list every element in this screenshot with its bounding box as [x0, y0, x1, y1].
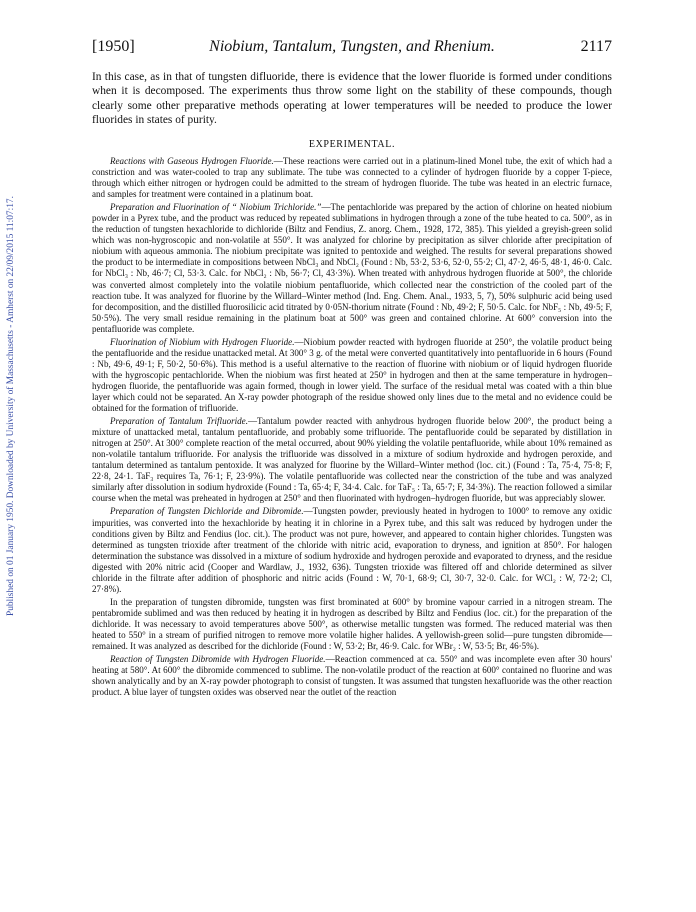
paragraph-niobium-fluorination	[92, 337, 612, 414]
paragraph-tungsten-dichloride	[92, 506, 612, 594]
paragraph-text: —These reactions were carried out in a platinum-lined Monel tube, the exit of which had a constriction and was water-cooled to trap any sublimate. The tube was connected to a cylinder of hydrogen fluoride by a copper T-piece, through which either nitrogen or hydrogen could be admitted to the stream of hydrogen fluoride. The tube was heated in an electric furnace, and samples for treatment were contained in a platinum boat.	[92, 156, 612, 200]
paragraph-tungsten-dibromide	[92, 597, 612, 652]
paragraph-title: Preparation and Fluorination of “ Niobium Trichloride.”	[110, 202, 322, 213]
paragraph-hf-reactions	[92, 156, 612, 200]
paragraph-dibromide-reaction	[92, 654, 612, 698]
page-number: 2117	[580, 38, 612, 55]
paragraph-text: —Tungsten powder, previously heated in hydrogen to 1000° to remove any oxidic impurities, was converted into the hexachloride by heating it in chlorine in a Pyrex tube, and this salt was reduced by hydrogen under the conditions given by Biltz and Fendius (loc. cit.). The product was not pure, however, and appeared to contain higher chlorides. Tungsten was determined as tungsten trioxide after treatment of the chloride with nitric acid, evaporation to dryness, and ignition at 850°. For halogen determination the substance was dissolved in a mixture of sodium hydroxide and hydrogen peroxide and evaporated to dryness, and the residue digested with 20% nitric acid (Cooper and Wardlaw, J., 1932, 636). Tungsten trioxide was filtered off and chloride determined as silver chloride in the filtrate after addition of phosphoric and nitric acids (Found : W, 70·1, 68·9; Cl, 30·7, 32·0. Calc. for WCl₂ : W, 72·2; Cl, 27·8%).	[92, 506, 613, 594]
paragraph-text: —Tantalum powder reacted with anhydrous hydrogen fluoride below 200°, the product being a mixture of unattacked metal, tantalum pentafluoride, and probably some trifluoride. The pentafluoride could be separated by distillation in nitrogen at 250°. At 300° complete reaction of the metal occurred, about 90% yielding the volatile pentafluoride, while about 10% remained as non-volatile tantalum trifluoride. For analysis the trifluoride was dissolved in a mixture of sodium hydroxide and hydrogen peroxide, and tantalum determined as tantalum pentoxide. It was analyzed for fluorine by the Willard–Winter method (loc. cit.) (Found : Ta, 75·4, 75·8; F, 22·8, 24·1. TaF₃ requires Ta, 76·1; F, 23·9%). The volatile pentafluoride was collected near the constriction of the tube and was analyzed similarly after dissolution in sodium hydroxide (Found : Ta, 65·4; F, 34·4. Calc. for TaF₅ : Ta, 65·7; F, 34·3%). The reaction followed a similar course when the metal was preheated in hydrogen at 250° and then fluorinated with hydrogen–hydrogen fluoride, but was appreciably slower.	[92, 416, 612, 504]
paragraph-tantalum-trifluoride	[92, 416, 612, 504]
paragraph-title: Reactions with Gaseous Hydrogen Fluoride.	[110, 156, 274, 167]
header-year: [1950]	[92, 38, 135, 55]
section-heading: EXPERIMENTAL.	[308, 139, 396, 151]
paper-page	[92, 38, 612, 700]
paragraph-niobium-trichloride	[92, 202, 612, 335]
paragraph-text: —Reaction commenced at ca. 550° and was incomplete even after 30 hours' heating at 580°. At 600° the dibromide commenced to sublime. The non-volatile product of the reaction at 600° contained no fluorine and was shown analytically and by an X-ray powder photograph to consist of tungsten. It was assumed that tungsten hexafluoride was the other reaction product. A blue layer of tungsten oxides was observed near the outlet of the reaction	[92, 654, 612, 698]
publication-watermark	[2, 96, 16, 616]
paragraph-title: Reaction of Tungsten Dibromide with Hydrogen Fluoride.	[110, 654, 326, 665]
paragraph-text: —Niobium powder reacted with hydrogen fluoride at 250°, the volatile product being the pentafluoride and the residue unattacked metal. At 300° 3 g. of the metal were converted quantitatively into pentafluoride in 6 hours (Found : Nb, 49·6, 49·1; F, 50·2, 50·6%). This method is a useful alternative to the reaction of fluorine with niobium or of liquid hydrogen fluoride with the hygroscopic pentachloride. When the niobium was first heated at 250° in hydrogen and then at the same temperature in hydrogen–hydrogen fluoride, the pentafluoride was again formed, though in lower yield. The surface of the residual metal was coated with a thin blue layer which could not be separated. An X-ray powder photograph of the residue showed only lines due to the metal and no evidence could be obtained for the formation of trifluoride.	[92, 336, 612, 414]
paragraph-title: Fluorination of Niobium with Hydrogen Fluoride.	[110, 336, 295, 347]
publication-note: Published on 01 January 1950. Downloaded by University of Massachusetts - Amherst on 22/09/2015 11:07:17.	[6, 196, 16, 616]
running-header	[92, 38, 612, 62]
header-title: Niobium, Tantalum, Tungsten, and Rhenium.	[209, 38, 495, 55]
paragraph-title: Preparation of Tungsten Dichloride and Dibromide.	[110, 506, 304, 517]
intro-paragraph: In this case, as in that of tungsten difluoride, there is evidence that the lower fluoride is formed under conditions when it is decomposed. The experiments thus throw some light on the stability of these compounds, though clearly some other preparative methods operating at lower temperatures will be needed to produce the lower fluorides in states of purity.	[92, 71, 612, 127]
paragraph-text: In the preparation of tungsten dibromide, tungsten was first brominated at 600° by bromine vapour carried in a nitrogen stream. The pentabromide sublimed and was then reduced by heating it in hydrogen as described by Biltz and Fendius (loc. cit.) for the preparation of the dichloride. It was necessary to avoid temperatures above 500°, as otherwise metallic tungsten was formed. The reduced material was then heated to 550° in a stream of purified nitrogen to remove more volatile higher halides. A yellowish-green solid—pure tungsten dibromide—remained. It was analyzed as described for the dichloride (Found : W, 53·2; Br, 46·9. Calc. for WBr₂ : W, 53·5; Br, 46·5%).	[92, 596, 612, 652]
paragraph-title: Preparation of Tantalum Trifluoride.	[110, 416, 248, 427]
paragraph-text: —The pentachloride was prepared by the action of chlorine on heated niobium powder in a Pyrex tube, and the product was reduced by repeated sublimations in hydrogen through a zone of the tube heated to ca. 500°, as in the reduction of tungsten hexachloride to dichloride (Biltz and Fendius, Z. anorg. Chem., 1928, 172, 385). This yielded a greyish-green solid which was non-hygroscopic and non-volatile at 550°. It was analyzed for chlorine by precipitation as silver chloride after precipitation of niobium with aqueous ammonia. The niobium precipitate was ignited to pentoxide and weighed. The results for several preparations showed the product to be intermediate in compositions between NbCl₃ and NbCl₂ (Found : Nb, 53·2, 53·6, 52·0, 55·2; Cl, 47·2, 46·5, 48·1, 46·0. Calc. for NbCl₃ : Nb, 46·7; Cl, 53·3. Calc. for NbCl₂ : Nb, 56·7; Cl, 43·3%). When treated with anhydrous hydrogen fluoride at 500°, the chloride was converted almost completely into the volatile niobium pentafluoride, which collected near the constriction of the cooled part of the reaction tube. It was analyzed for fluorine by the Willard–Winter method (Ind. Eng. Chem. Anal., 1933, 5, 7), 50% sulphuric acid being used for decomposition, and the distilled fluorosilicic acid titrated by 0·05N-thorium nitrate (Found : Nb, 49·2; F, 50·5. Calc. for NbF₅ : Nb, 49·5; F, 50·5%). The very small residue remaining in the platinum boat at 500° was green and contained chlorine. At 600° conversion into the pentafluoride was complete.	[92, 202, 612, 334]
